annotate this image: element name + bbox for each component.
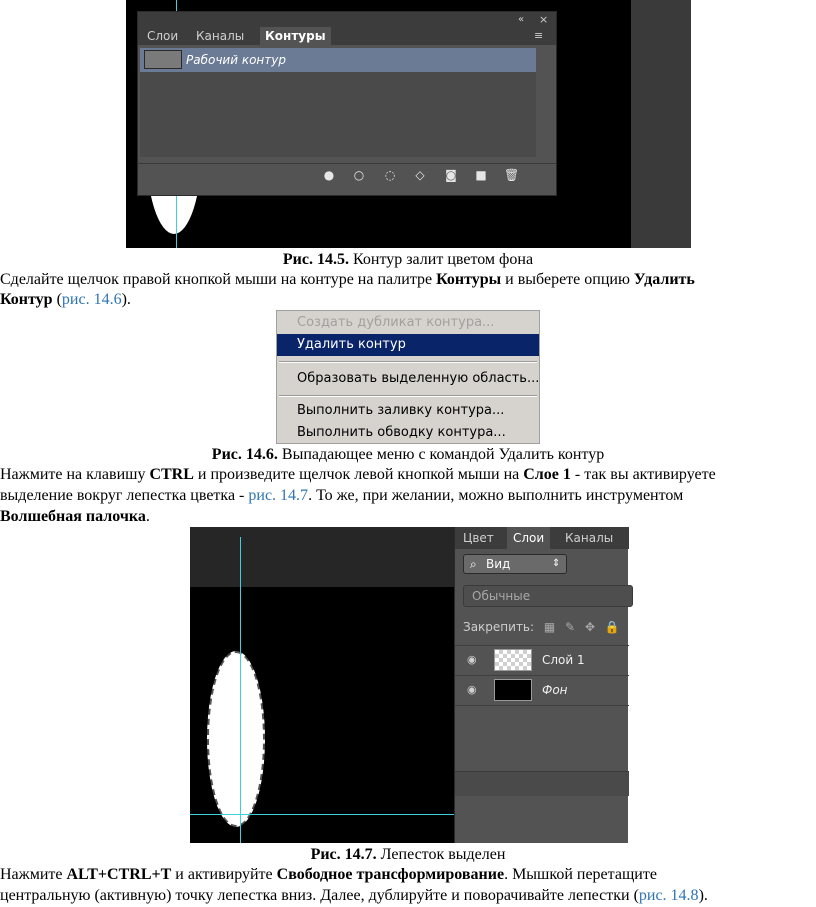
path-name: Рабочий контур <box>186 53 286 67</box>
blend-mode-dropdown[interactable]: Обычные <box>463 585 633 607</box>
tab-layers[interactable]: Слои <box>507 527 550 549</box>
tab-paths[interactable]: Контуры <box>260 27 331 45</box>
layer-thumbnail <box>494 679 532 701</box>
filter-label: Вид <box>486 557 511 571</box>
trash-icon[interactable]: 🗑 <box>504 168 520 182</box>
layers-bottom-toolbar <box>455 771 629 796</box>
figure-14-5-caption: Рис. 14.5. Контур залит цветом фона <box>282 251 534 268</box>
link-fig-14-8[interactable]: рис. 14.8 <box>638 887 699 904</box>
tab-channels[interactable]: Каналы <box>196 29 245 43</box>
make-work-path-icon[interactable]: ◇ <box>415 168 425 182</box>
menu-separator <box>279 361 537 363</box>
paragraph-3-line-2: центральную (активную) точку лепестка вниз. Далее, дублируйте и поворачивайте лепестки (рис. 14.8). <box>0 887 708 904</box>
menu-item-fill-path[interactable]: Выполнить заливку контура... <box>297 403 505 418</box>
layer-thumbnail <box>494 649 532 671</box>
vertical-guide <box>240 537 241 843</box>
menu-item-delete-path[interactable]: Удалить контур <box>277 334 539 356</box>
panel-tabs <box>455 527 629 549</box>
layer-name: Фон <box>542 683 568 697</box>
tab-layers[interactable]: Слои <box>147 29 179 43</box>
paragraph-1-line-2: Контур (рис. 14.6). <box>0 291 131 308</box>
paragraph-2-line-1: Нажмите на клавишу CTRL и произведите щелчок левой кнопкой мыши на Слое 1 - так вы активируете <box>0 466 716 483</box>
path-thumbnail <box>144 50 182 69</box>
close-icon[interactable]: × <box>539 13 549 26</box>
link-fig-14-6[interactable]: рис. 14.6 <box>61 291 122 308</box>
lock-all-icon[interactable]: 🔒 <box>604 620 620 634</box>
menu-item-make-selection[interactable]: Образовать выделенную область... <box>297 371 540 386</box>
figure-14-7-caption: Рис. 14.7. Лепесток выделен <box>310 846 506 863</box>
eye-icon[interactable]: ◉ <box>467 653 477 666</box>
paragraph-3-line-1: Нажмите ALT+CTRL+T и активируйте Свободное трансформирование. Мышкой перетащите <box>0 866 657 883</box>
load-selection-icon[interactable]: ◌ <box>384 168 396 182</box>
panel-topbar <box>138 12 556 27</box>
paths-list-area <box>140 72 536 157</box>
paragraph-1-line-1: Сделайте щелчок правой кнопкой мыши на контуре на палитре Контуры и выберете опцию Удалить <box>0 271 695 288</box>
menu-separator <box>279 395 537 397</box>
layers-panel <box>454 527 628 843</box>
canvas-gray-area <box>631 0 691 248</box>
add-mask-icon[interactable]: ◙ <box>445 168 457 182</box>
lock-paint-icon[interactable]: ✎ <box>565 620 576 634</box>
paths-panel <box>137 11 557 196</box>
fill-path-icon[interactable]: ● <box>323 168 335 182</box>
lock-pixels-icon[interactable]: ▦ <box>543 620 556 634</box>
paths-bottom-toolbar <box>138 163 556 186</box>
search-icon: ⌕ <box>470 557 477 571</box>
eye-icon[interactable]: ◉ <box>467 683 477 696</box>
lock-position-icon[interactable]: ✥ <box>584 620 595 634</box>
layer-name: Слой 1 <box>542 653 585 667</box>
context-menu <box>276 310 540 444</box>
paragraph-2-line-2: выделение вокруг лепестка цветка - рис. 14.7. То же, при желании, можно выполнить инструментом <box>0 487 684 504</box>
figure-14-6-caption: Рис. 14.6. Выпадающее меню с командой Удалить контур <box>211 446 605 463</box>
menu-item-duplicate-path[interactable]: Создать дубликат контура... <box>297 315 495 330</box>
selected-petal <box>207 651 265 827</box>
tab-color[interactable]: Цвет <box>463 531 494 545</box>
filter-dropdown[interactable] <box>463 554 567 574</box>
panel-menu-icon[interactable]: ≡ <box>534 29 544 42</box>
paragraph-2-line-3: Волшебная палочка. <box>0 508 150 525</box>
menu-item-stroke-path[interactable]: Выполнить обводку контура... <box>297 425 506 440</box>
lock-row <box>463 619 620 635</box>
new-path-icon[interactable]: ■ <box>475 168 487 182</box>
tab-channels[interactable]: Каналы <box>565 531 614 545</box>
lock-label: Закрепить: <box>463 620 535 634</box>
stepper-icon: ⇕ <box>552 558 561 569</box>
path-row-work-path[interactable] <box>140 48 536 72</box>
layer-row-background[interactable] <box>455 675 629 706</box>
link-fig-14-7[interactable]: рис. 14.7 <box>248 487 309 504</box>
panel-tabs <box>138 27 556 45</box>
collapse-icon[interactable]: « <box>518 14 525 25</box>
layer-row-layer1[interactable] <box>455 645 629 675</box>
stroke-path-icon[interactable]: ○ <box>353 168 365 182</box>
